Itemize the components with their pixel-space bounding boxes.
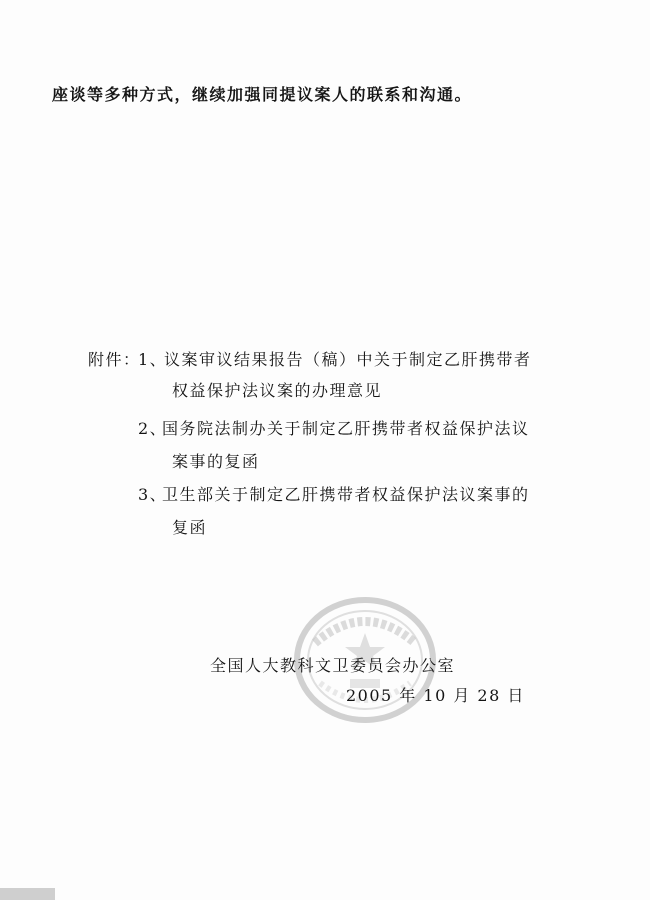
scan-edge-mark	[0, 888, 55, 900]
attachment-2-title-cont: 案事的复函	[172, 452, 260, 471]
body-text-line: 座谈等多种方式，继续加强同提议案人的联系和沟通。	[52, 85, 473, 104]
attachment-3-title-cont: 复函	[172, 518, 208, 537]
attachment-3-title: 卫生部关于制定乙肝携带者权益保护法议案事的	[162, 485, 530, 504]
attachment-1-title: 议案审议结果报告（稿）中关于制定乙肝携带者	[164, 350, 532, 369]
issuing-office: 全国人大教科文卫委员会办公室	[210, 656, 456, 675]
attachment-1-number: 1、	[138, 350, 168, 369]
attachment-2-number: 2、	[138, 419, 168, 438]
attachment-3-number: 3、	[138, 485, 168, 504]
attachment-1-title-cont: 权益保护法议案的办理意见	[172, 381, 383, 400]
attachments-heading: 附件：	[88, 350, 141, 369]
attachment-2-title: 国务院法制办关于制定乙肝携带者权益保护法议	[162, 419, 530, 438]
issue-date: 2005 年 10 月 28 日	[346, 686, 525, 705]
